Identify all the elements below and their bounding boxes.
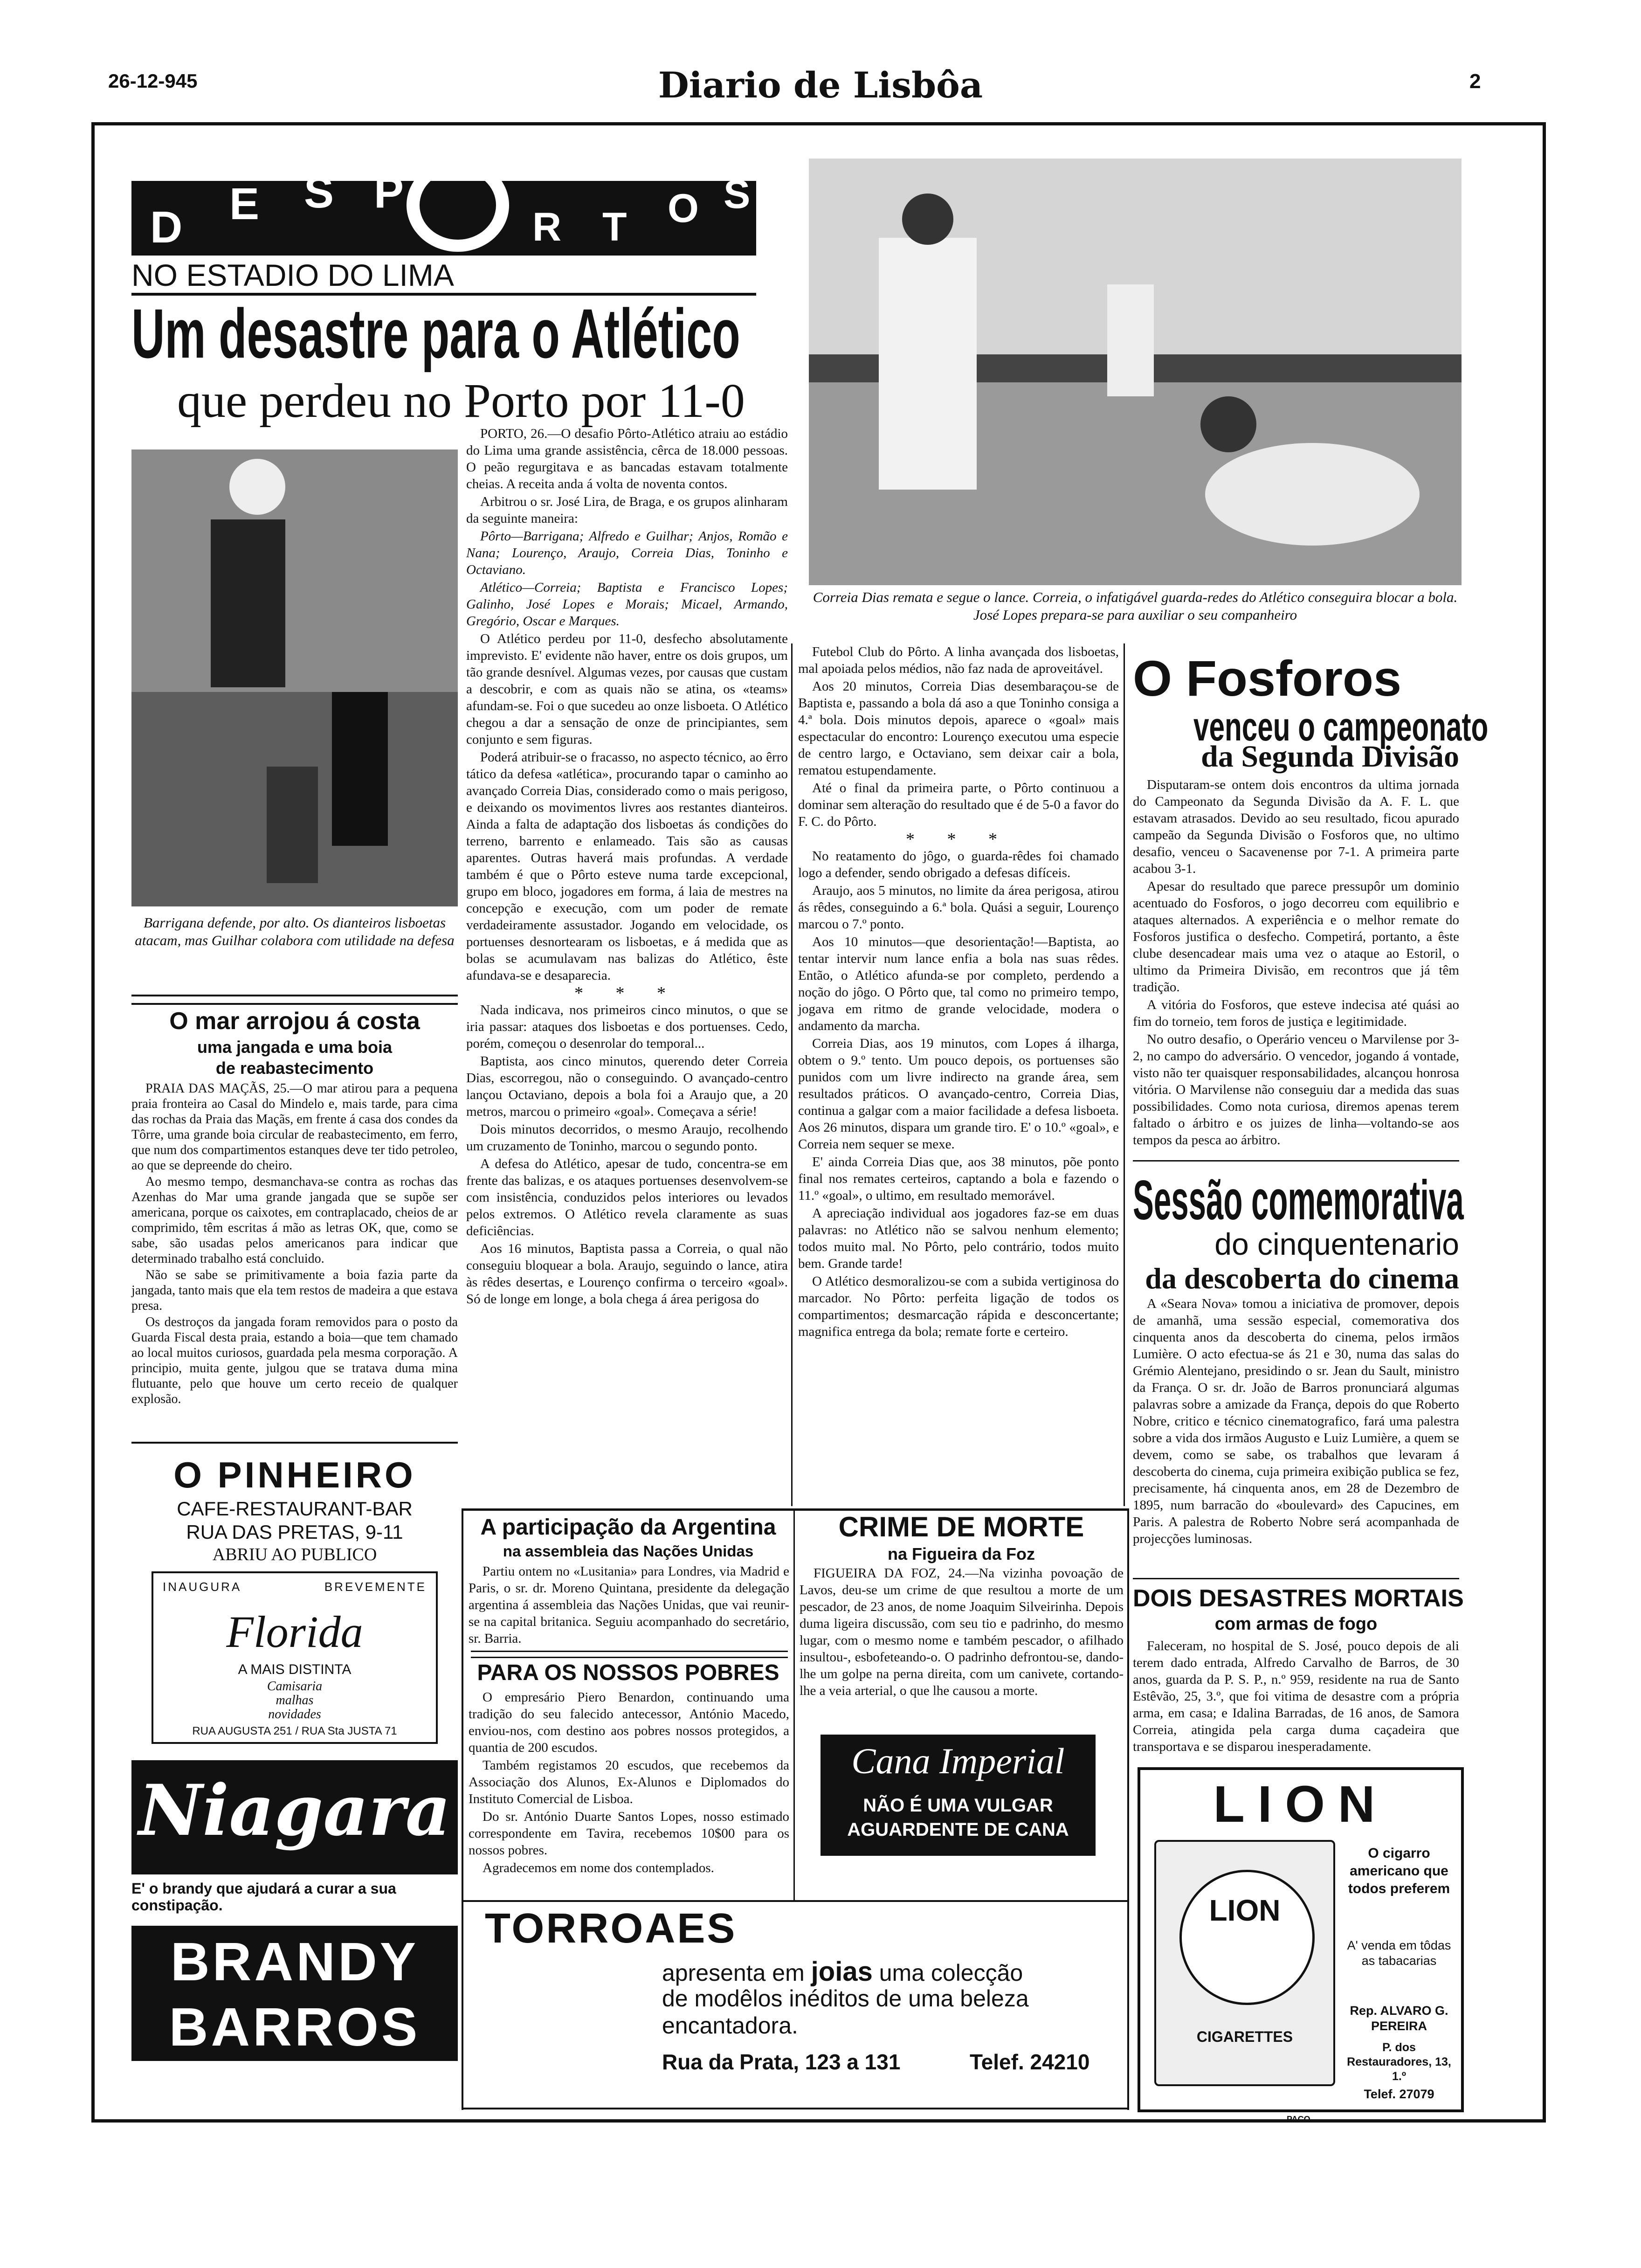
torroaes-line2: de modêlos inéditos de uma beleza: [662, 1985, 1029, 2012]
paragraph: No outro desafio, o Operário venceu o Marvilense por 3-2, no campo do adversário. O vencedor, jogando á vontade, visto não ter quaisquer responsabilidades, alcançou honrosa vitória. O Marvilense não conseguiu dar a medida das suas possibilidades. Como nota curiosa, diremos apenas terem faltado o árbitro e os juizes de linha—voltando-se aos tempos da pesca ao árbitro.: [1133, 1032, 1459, 1148]
mar-sub2: de reabastecimento: [215, 1058, 374, 1078]
paragraph: Disputaram-se ontem dois encontros da ultima jornada do Campeonato da Segunda Divisão da A. F. L. que estavam atrasados. Devido ao seu resultado, ficou apurado campeão da Segunda Divisão o Fosforos que, no ultimo desafio, venceu o Sacavenense por 7-1. A primeira parte acabou 3-1.: [1133, 777, 1459, 876]
sessao-title: Sessão comemorativa: [1133, 1169, 1464, 1231]
divider: [131, 995, 458, 1005]
paragraph: Agradecemos em nome dos contemplados.: [483, 1860, 714, 1875]
pinheiro-line: ABRIU AO PUBLICO: [212, 1545, 377, 1564]
paragraph: Os destroços da jangada foram removidos para o posto da Guarda Fiscal desta praia, estando a boia—que tem chamado ao local muitos curiosos, guardada pela mesma corporação. A principio, muita gente, julgou que se tratava duma mina flutuante, pelo que houve um certo receio de qualquer explosão.: [131, 1315, 458, 1406]
issue-date: 26-12-945: [108, 70, 198, 92]
crime-sub: na Figueira da Foz: [887, 1544, 1035, 1563]
cana-line: AGUARDENTE DE CANA: [847, 1819, 1069, 1840]
section-banner: [131, 167, 756, 256]
argentina-body: [469, 1563, 789, 1648]
paragraph: Também registamos 20 escudos, que recebemos da Associação dos Alunos, Ex-Alunos e Diplomados do Instituto Comercial de Lisboa.: [469, 1758, 789, 1806]
pinheiro-line: CAFE-RESTAURANT-BAR: [177, 1498, 413, 1520]
argentina-sub: na assembleia das Nações Unidas: [503, 1542, 754, 1560]
divider: [462, 1508, 463, 2110]
paragraph: Aos 10 minutos—que desorientação!—Baptista, ao tentar intervir num lance enfia a bola nas suas rêdes. Então, o Atlético afunda-se por completo, perdendo a noção do jôgo. O Pôrto que, tal como no primeiro tempo, jogava em ritmo de grande velocidade, modera o andamento da marcha.: [798, 934, 1119, 1033]
fosforos-sub1: venceu o campeonato: [1193, 705, 1489, 749]
lion-emblem-icon: [1179, 1870, 1315, 2005]
paragraph: O Atlético desmoralizou-se com a subida vertiginosa do marcador. No Pôrto: perfeita ligação de todos os compartimentos; desmarcação rápida e desconcertante; magnifica entrega da bola; remate forte e certeiro.: [798, 1274, 1119, 1339]
cana-name: Cana Imperial: [851, 1741, 1065, 1781]
lion-text: O cigarro americano que todos preferem: [1348, 1846, 1450, 1896]
torroaes-address: Rua da Prata, 123 a 131: [662, 2050, 901, 2074]
paragraph: Ao mesmo tempo, desmanchava-se contra as rochas das Azenhas do Mar uma grande jangada que se supõe ser americana, porque os caixotes, em contraplacado, cheios de ar comprimido, têm escritas á mão as letras OK, que, como se sabe, são usadas pelos americanos para indicar que determinado trabalho está concluido.: [131, 1175, 458, 1266]
lion-text: Rep. ALVARO G. PEREIRA: [1350, 2004, 1448, 2033]
niagara-ad: [131, 1760, 458, 1874]
bottom-rule: [91, 2119, 1546, 2123]
divider: [1127, 1508, 1129, 2110]
paragraph: Até o final da primeira parte, o Pôrto continuou a dominar sem alteração do resultado que é de 5-0 a favor do F. C. do Pôrto.: [798, 781, 1119, 829]
paragraph: Correia Dias, aos 19 minutos, com Lopes á ilharga, obtem o 9.º tento. Um pouco depois, os portuenses são punidos com um livre indirecto na grande área, sem resultados práticos. O avançado-centro, Correia Dias, continua a galgar com a maior facilidade a defesa lisboeta. Aos 26 minutos, dispara um grande tiro. E' o 10.º «goal», e Correia nem sequer se mexe.: [798, 1036, 1119, 1152]
torroaes-name: TORROAES: [485, 1905, 737, 1952]
photo-match-action: [809, 159, 1462, 585]
crime-body: [800, 1565, 1124, 1700]
paragraph: E' ainda Correia Dias que, aos 38 minutos, põe ponto final nos remates certeiros, captando a bola e fazendo o 11.º «goal», o ultimo, em resultado memorável.: [798, 1155, 1119, 1203]
sessao-body: [1133, 1295, 1459, 1548]
lion-pack-name: LION: [1209, 1894, 1281, 1927]
paragraph: Poderá atribuir-se o fracasso, no aspecto técnico, ao êrro tático da defesa «atlética», procurando tapar o caminho ao avançado Correia Dias, considerado como o mais perigoso, e deixando os movimentos livres aos restantes dianteiros. Ainda a falta de adaptação dos lisboetas ás condições do terreno, barrento e enlameado. Tais são as causas aparentes. Outras haverá mais profundas. A verdade também é que o Pôrto esteve numa tarde excepcional, grupo em bloco, jogadores em forma, á laia de mestres na concepção e execução, com um poder de remate verdadeiramente assustador. Jogando em velocidade, os portuenses desnortearam os lisboetas, e á medida que as bolas se acumulavam nas balizas do Atlético, êste afundava-se e desaparecia.: [466, 750, 788, 983]
top-rule: [91, 122, 1546, 125]
divider: [131, 1442, 458, 1444]
desastres-title: DOIS DESASTRES MORTAIS: [1133, 1585, 1464, 1612]
paragraph: Futebol Club do Pôrto. A linha avançada dos lisboetas, mal apoiada pelos médios, não faz nada de aproveitável.: [798, 644, 1119, 676]
pobres-title: PARA OS NOSSOS POBRES: [477, 1660, 779, 1685]
florida-name: Florida: [226, 1607, 363, 1657]
paragraph: Arbitrou o sr. José Lira, de Braga, e os grupos alinharam da seguinte maneira:: [466, 494, 788, 526]
paragraph: Araujo, aos 5 minutos, no limite da área perigosa, atirou ás rêdes, conseguindo a 6.ª bola. Quási a seguir, Lourenço marcou o 7.º ponto.: [798, 883, 1119, 932]
niagara-tagline: E' o brandy que ajudará a curar a sua constipação.: [131, 1880, 396, 1914]
fosforos-sub2: da Segunda Divisão: [1201, 740, 1459, 774]
florida-top-left: INAUGURA: [163, 1580, 242, 1594]
paragraph: Atlético—Correia; Baptista e Francisco Lopes; Galinho, José Lopes e Morais; Micael, Armando, Gregório, Oscar e Marques.: [466, 580, 788, 629]
paragraph: FIGUEIRA DA FOZ, 24.—Na vizinha povoação de Lavos, deu-se um crime de que resultou a morte de um pescador, de 23 anos, de nome Joaquim Silveirinha. Depois duma ligeira discussão, com seu tio e padrinho, do mesmo lugar, com o mesmo nome e também pescador, o afilhado insultou-, esbofeteando-o. O padrinho defrontou-se, dando-lhe um golpe na perna direita, com um canivete, cortando-lhe a veia arterial, o que lhe causou a morte.: [800, 1566, 1124, 1698]
lead-subhead: que perdeu no Porto por 11-0: [177, 374, 745, 428]
lion-text: A' venda em tôdas as tabacarias: [1347, 1938, 1451, 1968]
match-photo-caption: Correia Dias remata e segue o lance. Correia, o infatigável guarda-redes do Atlético conseguira blocar a bola. José Lopes prepara-se para auxiliar o seu companheiro: [813, 589, 1458, 623]
brandy-ad: [131, 1926, 458, 2061]
paragraph: Aos 16 minutos, Baptista passa a Correia, o qual não conseguiu bloquear a bola. Araujo, seguindo o lance, atira às rêdes desertas, e Lourenço confirma o terceiro «goal». Só de longe em longe, a bola chega á área perigosa do: [466, 1241, 788, 1307]
paragraph: Apesar do resultado que parece pressupôr um dominio acentuado do Fosforos, o jogo decorreu com equilibrio e ataques alternados. A experiência e o melhor remate do Fosforos justifica o desfecho. Competirá, portanto, a êste clube desencadear mais uma vez o ataque ao Estoril, o ultimo da Primeira Divisão, em recontros que já têm tradição.: [1133, 879, 1459, 995]
paragraph: A vitória do Fosforos, que esteve indecisa até quási ao fim do torneio, tem foros de justiça e legitimidade.: [1133, 997, 1459, 1029]
torroaes-joias: joias: [811, 1957, 873, 1987]
divider: [462, 1900, 1128, 1902]
lion-text: P. dos Restauradores, 13, 1.º: [1347, 2041, 1451, 2083]
divider: [462, 2108, 1128, 2109]
banner-letter: D: [150, 202, 183, 252]
banner-subtitle: NO ESTADIO DO LIMA: [131, 257, 756, 296]
banner-letter: E: [229, 179, 260, 229]
paragraph: PORTO, 26.—O desafio Pôrto-Atlético atraiu ao estádio do Lima uma grande assistência, cêrca de 18.000 pessoas. O peão regurgitava e as bancadas estavam totalmente cheias. A receita anda á volta de noventa contos.: [466, 426, 788, 491]
florida-item: novidades: [268, 1707, 321, 1722]
banner-letter: P: [374, 167, 404, 217]
lion-pack-sub: CIGARETTES: [1196, 2028, 1293, 2045]
sessao-sub1: do cinquentenario: [1214, 1227, 1459, 1261]
lion-pack: [1154, 1840, 1335, 2086]
niagara-name: Niagara: [138, 1770, 451, 1852]
torroaes-line3: encantadora.: [662, 2012, 798, 2039]
brandy-line: BARROS: [169, 1997, 421, 2057]
column-divider: [793, 1508, 795, 1900]
torroaes-phone: Telef. 24210: [970, 2050, 1090, 2074]
sessao-sub2: da descoberta do cinema: [1145, 1262, 1459, 1295]
pobres-body: [469, 1689, 789, 1877]
fosforos-body: [1133, 776, 1459, 1149]
cana-ad: [820, 1735, 1096, 1856]
lead-column-1: [466, 425, 788, 1308]
florida-address: RUA AUGUSTA 251 / RUA Sta JUSTA 71: [192, 1725, 397, 1737]
photo-goalkeeper: [131, 449, 458, 906]
pinheiro-name: O PINHEIRO: [173, 1454, 416, 1495]
column-divider: [791, 643, 793, 1506]
torroaes-text: uma colecção: [879, 1960, 1023, 1986]
paragraph: Dois minutos decorridos, o mesmo Araujo, recolhendo um cruzamento de Toninho, marcou o segundo ponto.: [466, 1122, 788, 1154]
paragraph: Baptista, aos cinco minutos, querendo deter Correia Dias, escorregou, não o conseguindo. O avançado-centro lançou Octaviano, depois a bola foi a Araujo que, a 20 metros, marcou o primeiro «goal». Começava a série!: [466, 1054, 788, 1119]
paragraph: Não se sabe se primitivamente a boia fazia parte da jangada, tanto mais que ela tem restos de madeira a que estava presa.: [131, 1268, 458, 1313]
column-divider: [1124, 643, 1125, 1506]
lead-photo-caption: Barrigana defende, por alto. Os dianteiros lisboetas atacam, mas Guilhar colabora com utilidade na defesa: [135, 914, 455, 948]
torroaes-text: apresenta em: [662, 1960, 805, 1986]
florida-item: malhas: [276, 1693, 314, 1708]
brandy-line: BRANDY: [170, 1931, 419, 1992]
mar-sub1: uma jangada e uma boia: [197, 1037, 393, 1057]
right-rule: [1543, 122, 1546, 2123]
divider: [471, 1651, 788, 1658]
paragraph: PRAIA DAS MAÇÃS, 25.—O mar atirou para a pequena praia fronteira ao Casal do Mindelo e, mais tarde, para cima das rochas da Praia das Maçãs, em frente á casa dos condes da Tôrre, uma grande boia circular de reabastecimento, em ferro, que num dos compartimentos estanques deve ter tido petroleo, ao que se depreende do cheiro.: [131, 1081, 458, 1173]
lead-column-2: [798, 643, 1119, 1341]
paragraph: A defesa do Atlético, apesar de tudo, concentra-se em frente das balizas, e os ataques portuenses desenvolvem-se com insistência, conduzidos pelos interiores ou levados pelos extremos. O Atlético revela claramente as suas deficiências.: [466, 1156, 788, 1238]
desastres-body: [1133, 1638, 1459, 1756]
desastres-sub: com armas de fogo: [1214, 1614, 1378, 1634]
lead-headline: Um desastre para o Atlético: [131, 294, 740, 373]
paragraph: A «Seara Nova» tomou a iniciativa de promover, depois de amanhã, uma sessão especial, comemorativa dos cinquenta anos da descoberta do cinema, pelos irmãos Lumière. O acto efectua-se ás 21 e 30, numa das salas do Grémio Alentejano, presidindo o sr. Jean du Sault, ministro da França. O sr. dr. João de Barros pronunciará algumas palavras sobre a amizade da França, depois do que Roberto Nobre, critico e técnico cinematografico, fará uma palestra sobre a vida dos irmãos Augusto e Luiz Lumière, a quem se devem, como se sabe, os trabalhos que levaram á descoberta do cinema, cuja primeira exibição publica se fez, precisamente, há cinquenta anos, em 28 de Dezembro de 1895, num barracão do «boulevard» des Capucines, em Paris. A palestra de Roberto Nobre será acompanhada de projecções luminosas.: [1133, 1296, 1459, 1546]
florida-tag: A MAIS DISTINTA: [238, 1662, 352, 1677]
lion-ad: [1138, 1767, 1464, 2112]
lion-credit: PACO: [1287, 2115, 1310, 2124]
paragraph: Do sr. António Duarte Santos Lopes, nosso estimado correspondente em Tavira, recebemos 10$00 para os nossos pobres.: [469, 1809, 789, 1858]
crime-title: CRIME DE MORTE: [838, 1511, 1084, 1542]
page-number: 2: [1469, 70, 1481, 93]
stars-divider: * * *: [906, 830, 1011, 849]
fosforos-title: O Fosforos: [1133, 650, 1402, 706]
lion-phone: Telef. 27079: [1364, 2087, 1434, 2101]
paragraph: Partiu ontem no «Lusitania» para Londres, via Madrid e Paris, o sr. dr. Moreno Quintana, presidente da delegação argentina á assembleia das Nações Unidas, que vai reunir-se na capital britanica. Seguiu acompanhado do secretário, sr. Barria.: [469, 1564, 789, 1646]
banner-letter: O: [668, 186, 699, 231]
banner-letter: T: [602, 205, 627, 249]
paragraph: Pôrto—Barrigana; Alfredo e Guilhar; Anjos, Romão e Nana; Lourenço, Araujo, Correia Dias, Toninho e Octaviano.: [466, 529, 788, 577]
paragraph: Aos 20 minutos, Correia Dias desembaraçou-se de Baptista e, passando a bola dá aso a que Toninho consiga a 4.ª bola. Dois minutos depois, aparece o «goal» mais espectacular do encontro: Lourenço executou uma especie de centro largo, e Octaviano, sem deixar cair a bola, rematou estupendamente.: [798, 679, 1119, 778]
paragraph: Nada indicava, nos primeiros cinco minutos, o que se iria passar: ataques dos lisboetas e dos portuenses. Cedo, porém, começou o desenrolar do temporal...: [466, 1003, 788, 1051]
masthead-title: Diario de Lisbôa: [658, 64, 983, 106]
divider: [1133, 1160, 1459, 1162]
paragraph: A apreciação individual aos jogadores faz-se em duas palavras: no Atlético não se salvou nenhum elemento; todos muito mal. No Pôrto, pelo contrário, todos muito bem. Grande tarde!: [798, 1206, 1119, 1271]
florida-top-right: BREVEMENTE: [324, 1580, 427, 1594]
pinheiro-line: RUA DAS PRETAS, 9-11: [186, 1521, 403, 1543]
paragraph: Faleceram, no hospital de S. José, pouco depois de ali terem dado entrada, Alfredo Carvalho de Barros, de 30 anos, guarda da P. S. P., n.º 959, residente na rua de Santo Estêvão, 25, 3.º, que foi vitima de desastre com a própria arma, em casa; e Idalina Barradas, de 16 anos, de Samora Correia, atingida pela carga duma caçadeira que transportava e se disparou inesperadamente.: [1133, 1639, 1459, 1754]
banner-letter: S: [724, 172, 751, 217]
argentina-title: A participação da Argentina: [480, 1515, 776, 1540]
paragraph: O Atlético perdeu por 11-0, desfecho absolutamente imprevisto. E' evidente não haver, entre os dois grupos, um tão grande desnível. Algumas vezes, por causas que custam a descobrir, e com as quais não se atina, os «teams» afundam-se. Foi o que sucedeu ao onze lisboeta. O Atlético chegou a dar a sensação de onze de principiantes, sem conjunto e sem figuras.: [466, 631, 788, 747]
mar-body: [131, 1081, 458, 1408]
banner-letter: R: [532, 205, 562, 249]
florida-ad: [152, 1571, 438, 1744]
florida-item: Camisaria: [267, 1679, 323, 1694]
divider: [1133, 1578, 1459, 1579]
paragraph: O empresário Piero Benardon, continuando uma tradição do seu falecido antecessor, António Macedo, enviou-nos, com destino aos pobres nossos protegidos, a quantia de 200 escudos.: [469, 1690, 789, 1755]
banner-letter: S: [304, 167, 334, 217]
mar-title: O mar arrojou á costa: [169, 1008, 420, 1035]
torroaes-line1: [662, 1956, 1023, 1987]
cana-line: NÃO É UMA VULGAR: [863, 1795, 1053, 1816]
lion-name: LION: [1213, 1776, 1388, 1833]
paragraph: No reatamento do jôgo, o guarda-rêdes foi chamado logo a defender, sendo obrigado a defesas difíceis.: [798, 849, 1119, 880]
left-rule: [91, 122, 95, 2123]
stars-divider: * * *: [574, 983, 680, 1003]
florida-items: [153, 1680, 436, 1722]
